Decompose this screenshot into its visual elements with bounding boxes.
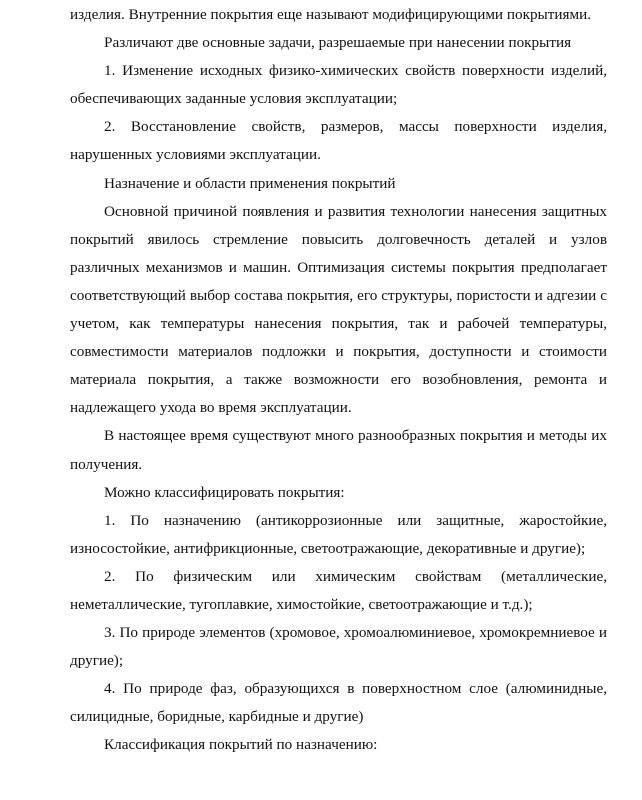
list-item-class-3: 3. По природе элементов (хромовое, хромоалюминиевое, хромокремниевое и другие); xyxy=(70,624,607,670)
list-item-class-2: 2. По физическим или химическим свойствам (металлические, неметаллические, тугоплавкие, химостойкие, светоотражающие и т.д.); xyxy=(70,567,607,613)
paragraph-classification-heading: Классификация покрытий по назначению: xyxy=(104,736,378,754)
list-item-class-1: 1. По назначению (антикоррозионные или защитные, жаростойкие, износостойкие, антифрикционные, светоотражающие, декоративные и другие); xyxy=(70,511,607,557)
section-heading: Назначение и области применения покрытий xyxy=(104,174,396,192)
document-page xyxy=(70,1,607,760)
list-item-class-4: 4. По природе фаз, образующихся в поверхностном слое (алюминидные, силицидные, боридные, карбидные и другие) xyxy=(70,680,607,726)
paragraph-classify-intro: Можно классифицировать покрытия: xyxy=(104,483,345,501)
paragraph-main: Основной причиной появления и развития технологии нанесения защитных покрытий явилось стремление повысить долговечность деталей и узлов различных механизмов и машин. Оптимизация системы покрытия предполагает соответствующий выбор состава покрытия, его структуры, пористости и адгезии с учетом, как температуры нанесения покрытия, так и рабочей температуры, совместимости материалов подложки и покрытия, доступности и стоимости материала покрытия, а также возможности его возобновления, ремонта и надлежащего ухода во время эксплуатации. xyxy=(70,202,607,417)
list-item-task-2: 2. Восстановление свойств, размеров, массы поверхности изделия, нарушенных условиями эксплуатации. xyxy=(70,118,607,164)
paragraph-tasks-intro: Различают две основные задачи, разрешаемые при нанесении покрытия xyxy=(104,34,572,52)
paragraph-methods: В настоящее время существуют много разнообразных покрытия и методы их получения. xyxy=(70,427,607,473)
paragraph-continuation: изделия. Внутренние покрытия еще называют модифицирующими покрытиями. xyxy=(70,6,592,23)
list-item-task-1: 1. Изменение исходных физико-химических свойств поверхности изделий, обеспечивающих заданные условия эксплуатации; xyxy=(70,62,607,108)
